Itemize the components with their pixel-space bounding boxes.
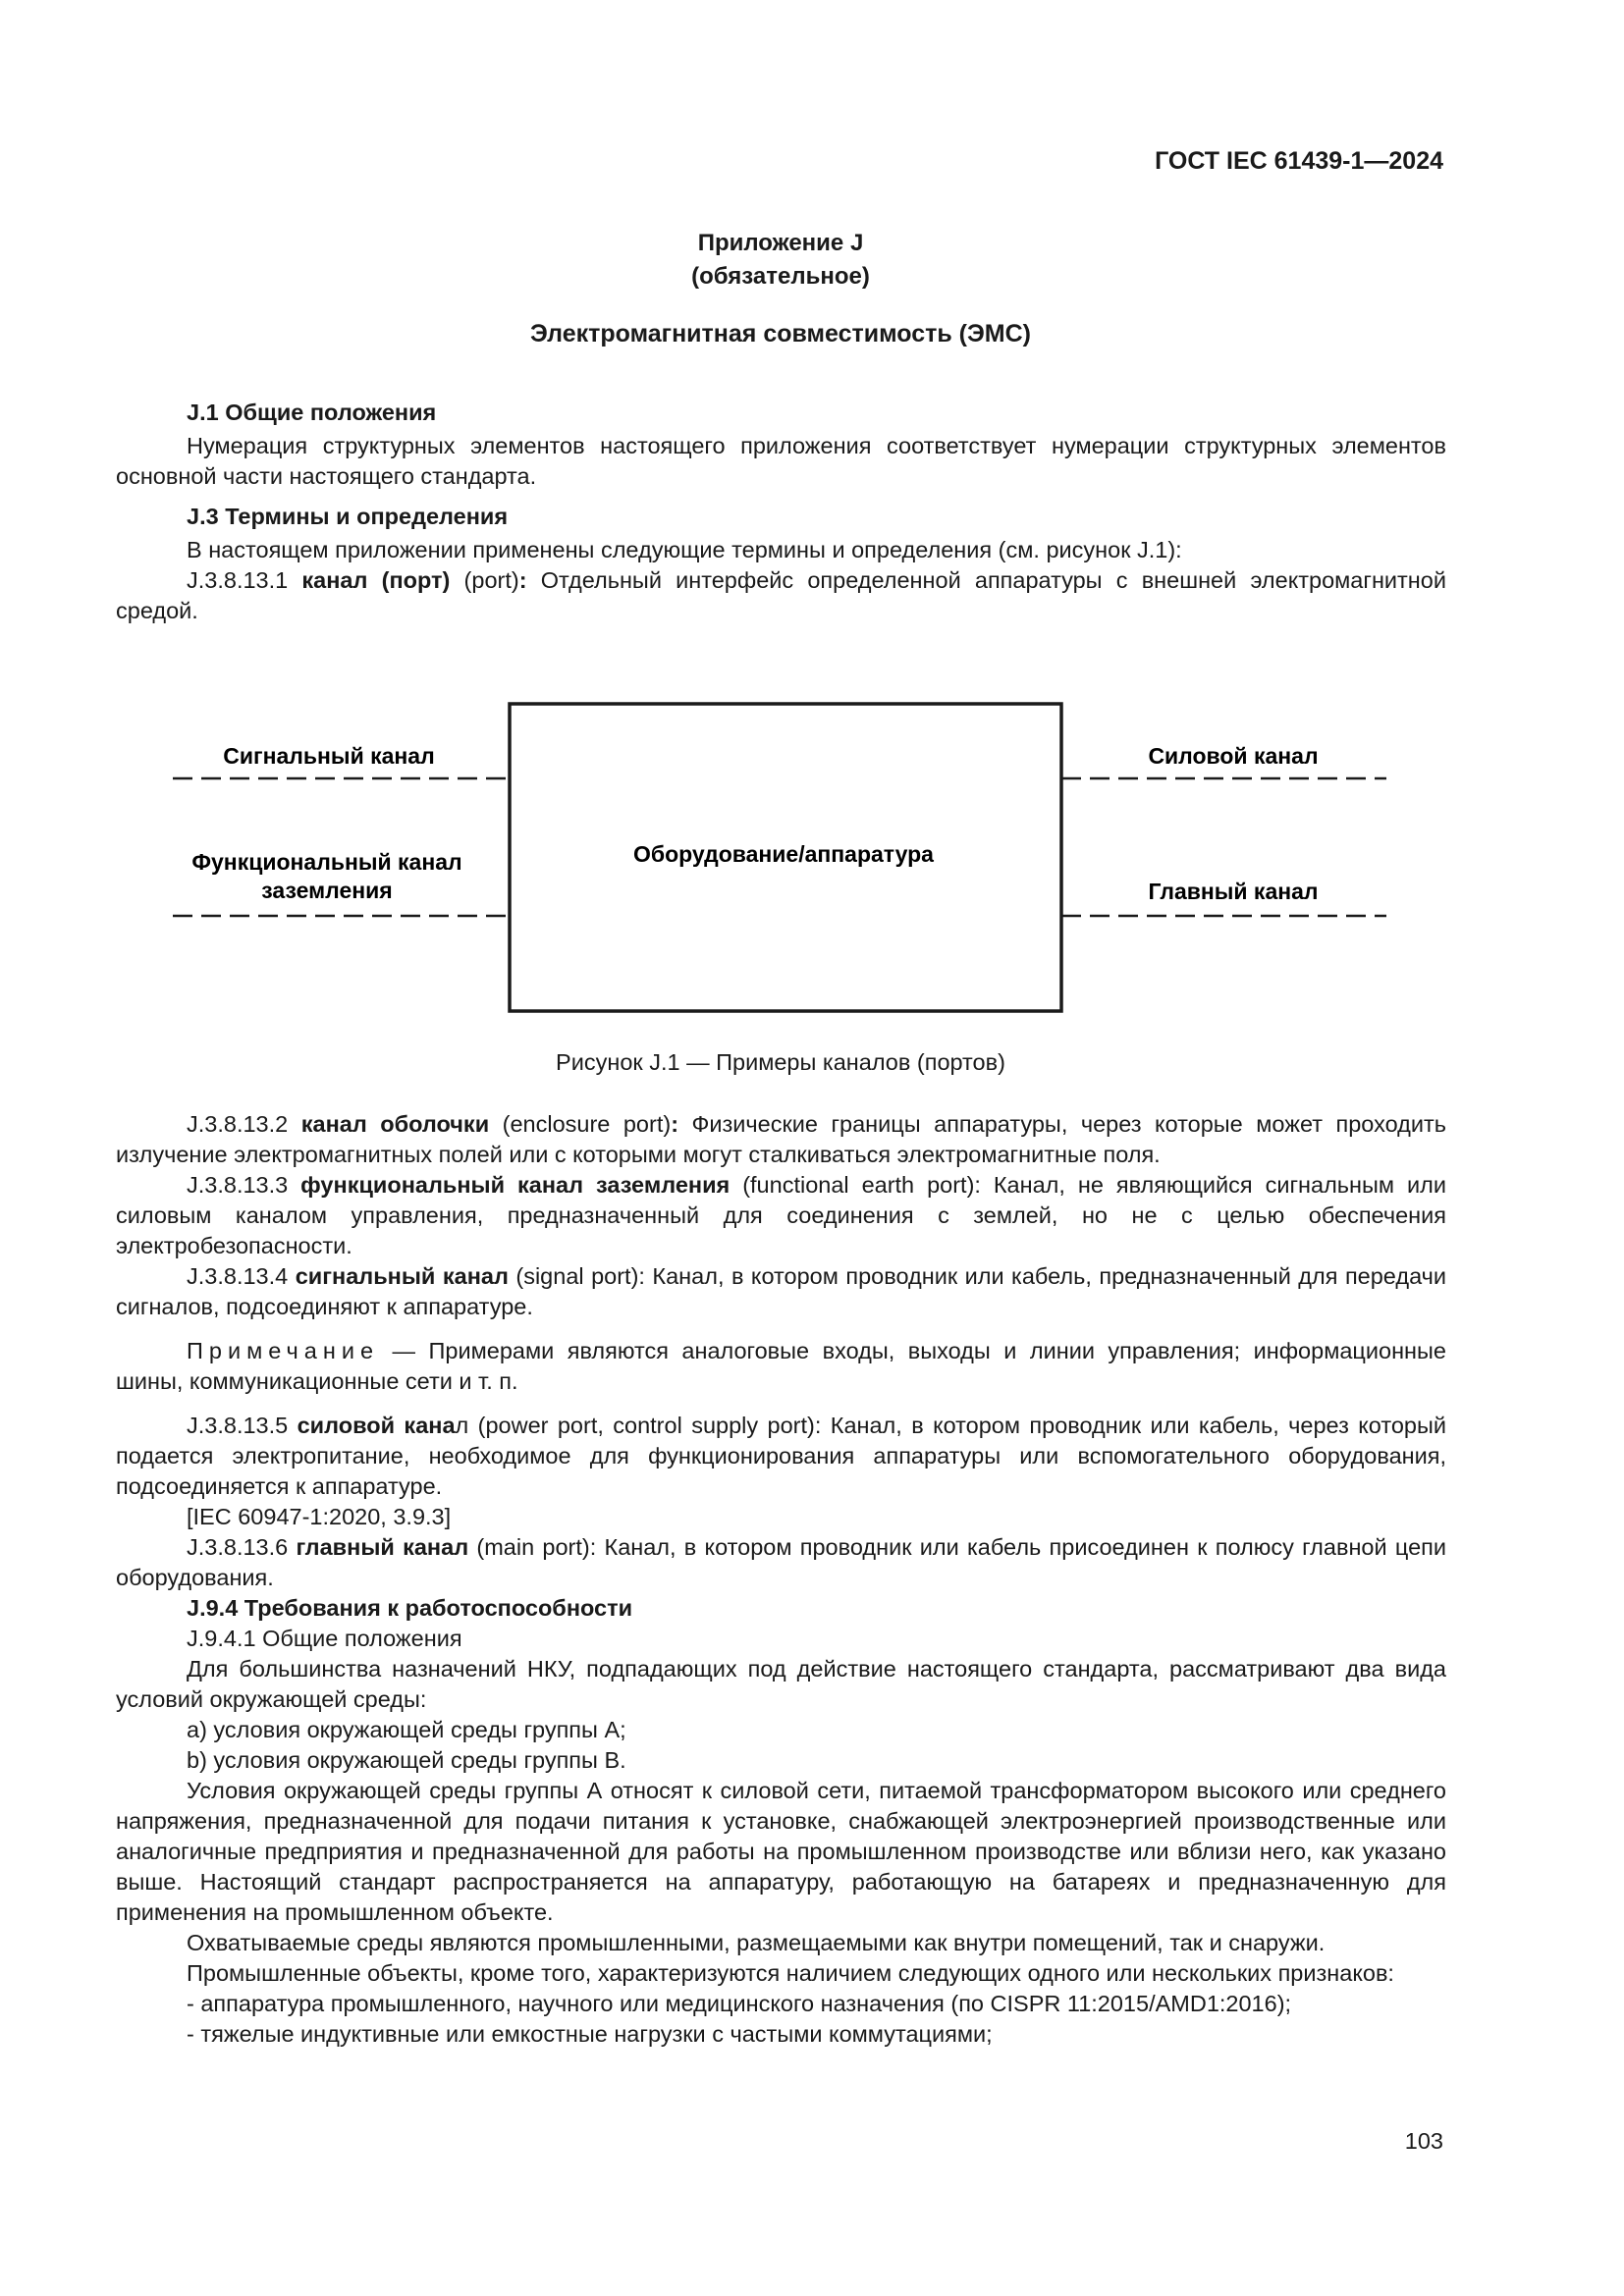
- term-2-definition: Физические границы аппаратуры, через которые может проходить излучение электромагнитных полей или с которыми могут сталкиваться электромагнитные поля.: [116, 1111, 1446, 1167]
- term-5-definition: л (power port, control supply port): Канал, в котором проводник или кабель, через который подается электропитание, необходимое для функционирования аппаратуры или вспомогательного оборудования, подсоединяется к аппаратуре.: [116, 1413, 1446, 1499]
- subheading-j941: J.9.4.1 Общие положения: [187, 1626, 462, 1651]
- functional-earth-label-line2: заземления: [261, 878, 393, 903]
- term-1-colon: :: [518, 567, 527, 593]
- term-4-definition: (signal port): Канал, в котором проводник или кабель, предназначенный для передачи сигналов, подсоединяют к аппаратуре.: [116, 1263, 1446, 1319]
- functional-earth-label-line1: Функциональный канал: [191, 849, 462, 875]
- list-item-2: - тяжелые индуктивные или емкостные нагрузки с частыми коммутациями;: [187, 2021, 993, 2047]
- term-2-colon: :: [671, 1111, 679, 1137]
- paragraph-j1: Нумерация структурных элементов настоящего приложения соответствует нумерации структурных элементов основной части настоящего стандарта.: [116, 433, 1446, 489]
- note-label: Примечание: [187, 1338, 380, 1363]
- section-j1: [116, 398, 1446, 626]
- power-port-label: Силовой канал: [1148, 743, 1319, 769]
- figure-ports-diagram: [0, 687, 1624, 1041]
- paragraph-j941-2: Условия окружающей среды группы А относят к силовой сети, питаемой трансформатором высокого или среднего напряжения, предназначенной для подачи питания к установке, снабжающей электроэнергией производственные или аналогичные предприятия и предназначенной для работы на промышленном производстве или вблизи него, как указано выше. Настоящий стандарт распространяется на аппаратуру, работающую на батареях и предназначенную для применения на промышленном объекте.: [116, 1778, 1446, 1925]
- annex-heading: [0, 227, 1561, 294]
- term-6-number: J.3.8.13.6: [187, 1534, 289, 1560]
- term-6: [116, 1532, 1446, 1593]
- term-1-name: канал (порт): [301, 567, 451, 593]
- term-3: [116, 1170, 1446, 1261]
- equipment-label: Оборудование/аппаратура: [633, 841, 934, 867]
- section-title: Электромагнитная совместимость (ЭМС): [530, 320, 1031, 347]
- list-item-1: - аппаратура промышленного, научного или медицинского назначения (по CISPR 11:2015/AMD1:2016);: [187, 1991, 1292, 2016]
- term-3-name: функциональный канал заземления: [300, 1172, 731, 1198]
- main-port-label: Главный канал: [1148, 879, 1319, 904]
- document-id: ГОСТ IEC 61439-1—2024: [1155, 147, 1443, 175]
- term-5-name: силовой кана: [297, 1413, 456, 1438]
- term-5: [116, 1411, 1446, 1502]
- term-2-number: J.3.8.13.2: [187, 1111, 289, 1137]
- term-2: [116, 1109, 1446, 1170]
- paragraph-j941-3: Охватываемые среды являются промышленными, размещаемыми как внутри помещений, так и снаружи.: [187, 1930, 1326, 1955]
- term-1-english: (port): [450, 567, 519, 593]
- heading-j1: J.1 Общие положения: [187, 400, 437, 425]
- term-2-name: канал оболочки: [300, 1111, 490, 1137]
- paragraph-j941-1: Для большинства назначений НКУ, подпадающих под действие настоящего стандарта, рассматривают два вида условий окружающей среды:: [116, 1656, 1446, 1712]
- term-4-number: J.3.8.13.4: [187, 1263, 289, 1289]
- annex-title: Приложение J: [697, 230, 864, 256]
- term-1-definition: Отдельный интерфейс определенной аппаратуры с внешней электромагнитной средой.: [116, 567, 1446, 623]
- term-2-english: (enclosure port): [489, 1111, 672, 1137]
- term-5-number: J.3.8.13.5: [187, 1413, 289, 1438]
- term-6-definition: (main port): Канал, в котором проводник или кабель присоединен к полюсу главной цепи оборудования.: [116, 1534, 1446, 1590]
- term-3-number: J.3.8.13.3: [187, 1172, 289, 1198]
- term-1: [116, 565, 1446, 626]
- paragraph-j941-4: Промышленные объекты, кроме того, характеризуются наличием следующих одного или нескольких признаков:: [187, 1960, 1394, 1986]
- term-1-number: J.3.8.13.1: [187, 567, 289, 593]
- terms-section: [116, 1109, 1446, 2050]
- page-number: 103: [1404, 2128, 1443, 2154]
- term-3-definition: (functional earth port): Канал, не являющийся сигнальным или силовым каналом управления, предназначенный для соединения с землей, но не с целью обеспечения электробезопасности.: [116, 1172, 1446, 1258]
- term-4-name: сигнальный канал: [295, 1263, 509, 1289]
- term-5-reference: [IEC 60947-1:2020, 3.9.3]: [187, 1504, 452, 1529]
- heading-j3: J.3 Термины и определения: [187, 504, 509, 529]
- note: [116, 1336, 1446, 1397]
- list-a: a) условия окружающей среды группы А;: [187, 1717, 626, 1742]
- list-b: b) условия окружающей среды группы В.: [187, 1747, 626, 1773]
- figure-caption: Рисунок J.1 — Примеры каналов (портов): [556, 1049, 1005, 1075]
- paragraph-j3-intro: В настоящем приложении применены следующие термины и определения (см. рисунок J.1):: [187, 537, 1182, 562]
- annex-status: (обязательное): [691, 263, 870, 290]
- heading-j94: J.9.4 Требования к работоспособности: [187, 1595, 633, 1621]
- term-4: [116, 1261, 1446, 1322]
- term-6-name: главный канал: [296, 1534, 469, 1560]
- signal-port-label: Сигнальный канал: [223, 743, 435, 769]
- note-text: — Примерами являются аналоговые входы, выходы и линии управления; информационные шины, коммуникационные сети и т. п.: [116, 1338, 1446, 1394]
